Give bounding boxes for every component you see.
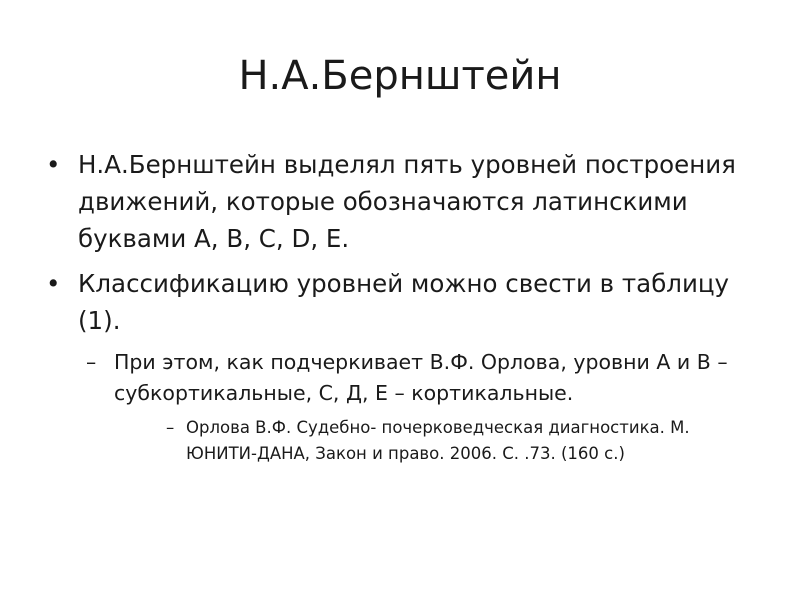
slide-title: Н.А.Бернштейн <box>238 53 562 99</box>
dash-marker: – <box>166 418 175 437</box>
sub-bullet-text: При этом, как подчеркивает В.Ф. Орлова, уровни А и В – субкортикальные, С, Д, Е – кортикальные. <box>114 350 728 405</box>
sub-sub-bullet-reference <box>40 415 760 467</box>
bullet-text: Классификацию уровней можно свести в таблицу (1). <box>78 269 730 335</box>
sub-bullet-orlova-note <box>40 347 760 409</box>
bullet-marker: • <box>46 150 61 179</box>
bullet-text: Н.А.Бернштейн выделял пять уровней построения движений, которые обозначаются латинскими буквами А, В, С, D, Е. <box>78 150 736 253</box>
bullet-item-classification <box>40 265 760 339</box>
dash-marker: – <box>86 350 97 374</box>
reference-text: Орлова В.Ф. Судебно- почерковедческая диагностика. М. ЮНИТИ-ДАНА, Закон и право. 2006. С. .73. (160 с.) <box>186 418 690 463</box>
bullet-item-levels <box>40 146 760 257</box>
bullet-marker: • <box>46 269 61 298</box>
slide-content <box>40 146 760 467</box>
